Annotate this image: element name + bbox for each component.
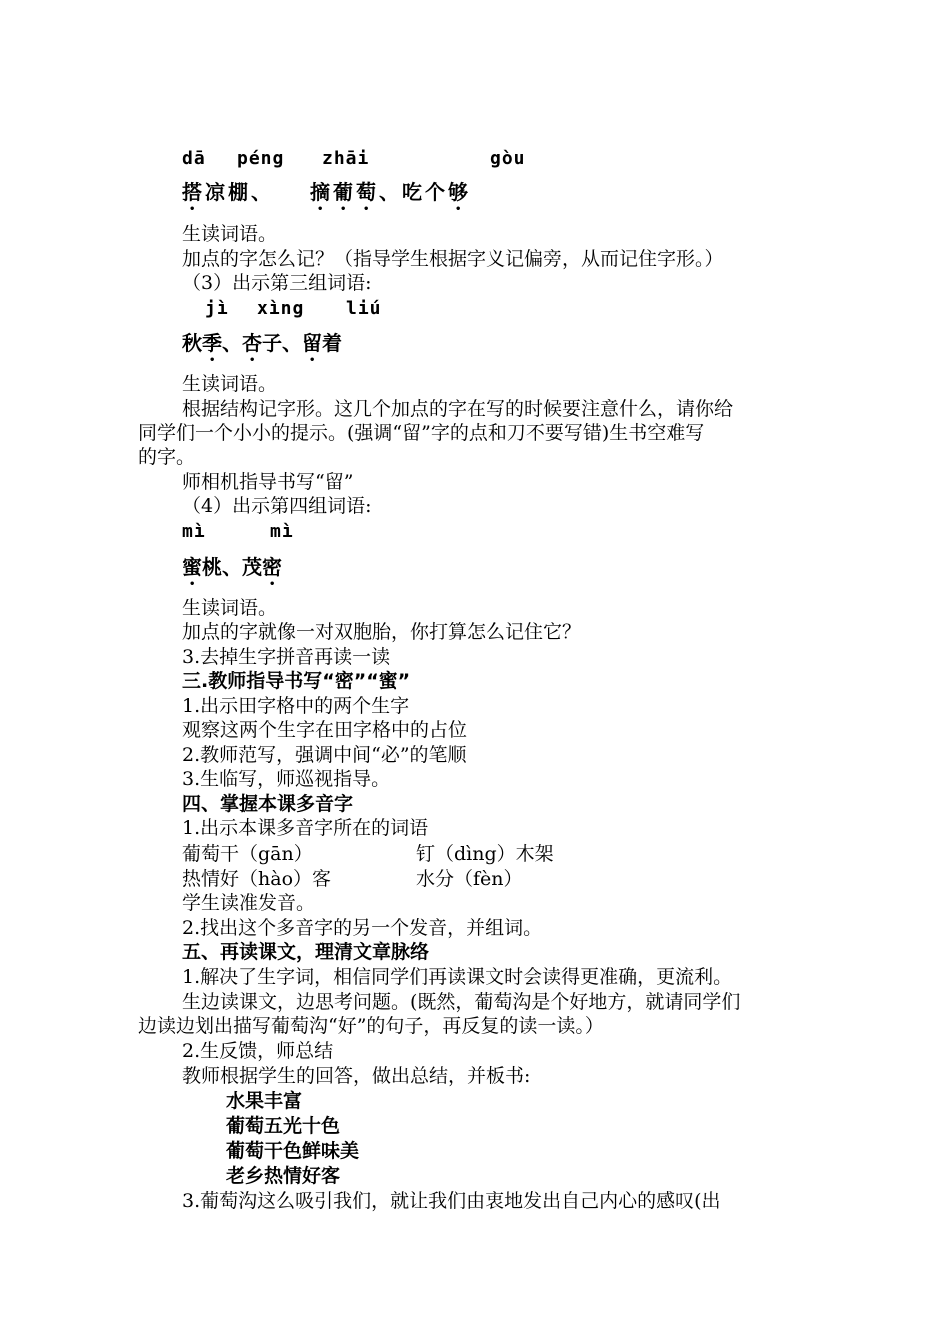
pinyin: zhāi — [322, 148, 370, 169]
text-line: 教师根据学生的回答，做出总结，并板书: — [182, 1065, 531, 1087]
text-line: 学生读准发音。 — [182, 892, 316, 914]
text-line: 边读边划出描写葡萄沟“好”的句子，再反复的读一读。） — [138, 1015, 604, 1037]
section-heading: 五、再读课文，理清文章脉络 — [182, 941, 430, 963]
text-line: 生边读课文，边思考问题。(既然，葡萄沟是个好地方，就请同学们 — [182, 991, 741, 1013]
separator: 、 — [379, 180, 402, 204]
word-group-3 — [182, 555, 282, 590]
pinyin: gòu — [490, 148, 526, 169]
dotted-char: 萄 — [356, 180, 379, 204]
char: 吃 — [402, 180, 425, 204]
dotted-char: 摘 — [310, 180, 333, 204]
text-line: 1.出示田字格中的两个生字 — [182, 695, 410, 717]
word-group-2 — [182, 331, 342, 366]
char: 棚 — [228, 180, 251, 204]
pinyin: mì — [182, 521, 206, 542]
text-line: 观察这两个生字在田字格中的占位 — [182, 719, 468, 741]
text-line: （3）出示第三组词语: — [182, 272, 372, 294]
text-line: 生读词语。 — [182, 223, 278, 245]
text-line: 3.去掉生字拼音再读一读 — [182, 646, 391, 668]
char: 茂 — [242, 555, 262, 579]
text-line: 3.生临写，师巡视指导。 — [182, 768, 391, 790]
text-line: 生读词语。 — [182, 373, 278, 395]
dotted-char: 搭 — [182, 180, 205, 204]
board-summary-line: 老乡热情好客 — [226, 1165, 341, 1187]
polyphone-word: 葡萄干（gān） — [182, 843, 313, 865]
char: 秋 — [182, 331, 202, 355]
dotted-char: 蜜 — [182, 555, 202, 579]
separator: 、 — [282, 331, 302, 355]
text-line: 同学们一个小小的提示。(强调“留”字的点和刀不要写错)生书空难写 — [138, 422, 705, 444]
separator: 、 — [222, 331, 242, 355]
dotted-char: 季 — [202, 331, 222, 355]
dotted-char: 密 — [262, 555, 282, 579]
section-heading: 三.教师指导书写“密”“蜜” — [182, 670, 411, 692]
char: 子 — [262, 331, 282, 355]
text-line: 加点的字怎么记？（指导学生根据字义记偏旁，从而记住字形。） — [182, 248, 724, 270]
section-heading: 四、掌握本课多音字 — [182, 793, 354, 815]
text-line: 师相机指导书写“留” — [182, 471, 354, 493]
pinyin: dā — [182, 148, 206, 169]
pinyin: jì — [205, 298, 229, 319]
text-line: 1.解决了生字词，相信同学们再读课文时会读得更准确，更流利。 — [182, 966, 733, 988]
text-line: 2.找出这个多音字的另一个发音，并组词。 — [182, 917, 543, 939]
text-line: 3.葡萄沟这么吸引我们，就让我们由衷地发出自己内心的感叹(出 — [182, 1190, 721, 1212]
board-summary-line: 葡萄干色鲜味美 — [226, 1140, 360, 1162]
text-line: （4）出示第四组词语: — [182, 495, 372, 517]
text-line: 生读词语。 — [182, 597, 278, 619]
char: 桃 — [202, 555, 222, 579]
separator: 、 — [251, 180, 274, 204]
word-group-1 — [182, 180, 471, 215]
dotted-char: 够 — [448, 180, 471, 204]
board-summary-line: 水果丰富 — [226, 1090, 303, 1112]
pinyin: xìng — [257, 298, 305, 319]
polyphone-word: 水分（fèn） — [416, 868, 523, 890]
polyphone-word: 热情好（hào）客 — [182, 868, 332, 890]
polyphone-word: 钉（dìng）木架 — [416, 843, 554, 865]
char: 个 — [425, 180, 448, 204]
dotted-char: 葡 — [333, 180, 356, 204]
char: 凉 — [205, 180, 228, 204]
text-line: 加点的字就像一对双胞胎，你打算怎么记住它？ — [182, 621, 582, 643]
text-line: 1.出示本课多音字所在的词语 — [182, 817, 429, 839]
pinyin: liú — [346, 298, 382, 319]
dotted-char: 留 — [302, 331, 322, 355]
char: 着 — [322, 331, 342, 355]
text-line: 2.教师范写，强调中间“必”的笔顺 — [182, 744, 467, 766]
separator: 、 — [222, 555, 242, 579]
pinyin: mì — [270, 521, 294, 542]
board-summary-line: 葡萄五光十色 — [226, 1115, 341, 1137]
pinyin: péng — [237, 148, 285, 169]
text-line: 的字。 — [138, 446, 196, 468]
text-line: 根据结构记字形。这几个加点的字在写的时候要注意什么，请你给 — [182, 398, 734, 420]
text-line: 2.生反馈，师总结 — [182, 1040, 334, 1062]
dotted-char: 杏 — [242, 331, 262, 355]
